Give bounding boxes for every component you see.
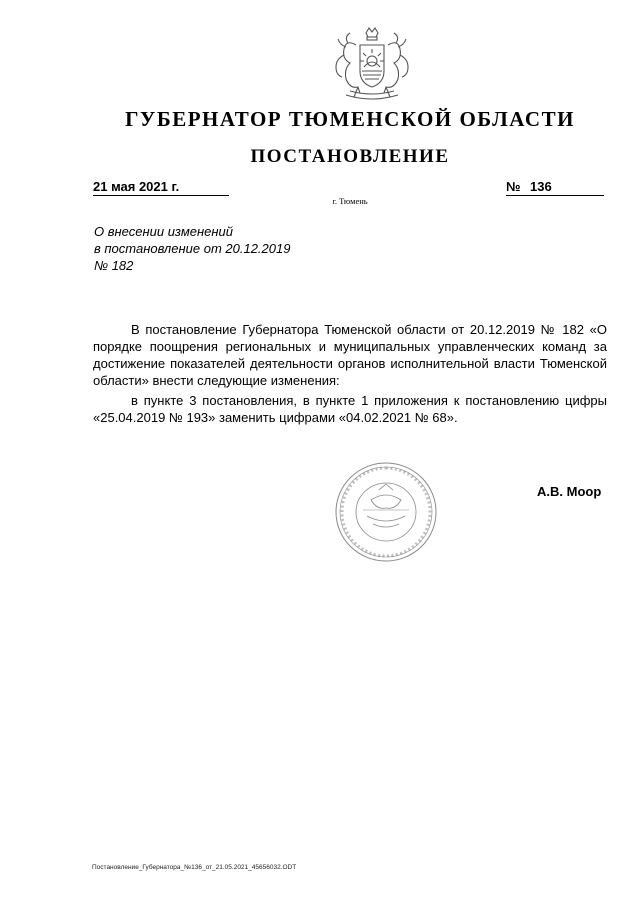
document-type: ПОСТАНОВЛЕНИЕ [250,146,450,167]
city-label: г. Тюмень [332,196,368,206]
subject-line: в постановление от 20.12.2019 [94,241,291,256]
subject-line: № 182 [94,258,134,273]
file-footer: Постановление_Губернатора_№136_от_21.05.2021_45656032.ODT [92,864,297,871]
coat-of-arms-icon [326,25,418,107]
signatory-name: А.В. Моор [537,484,602,499]
number-field [506,178,604,196]
document-subject [94,223,334,274]
document-date: 21 мая 2021 г. [93,179,180,194]
subject-line: О внесении изменений [94,224,233,239]
document-body [93,321,607,429]
body-paragraph: в пункте 3 постановления, в пункте 1 приложения к постановлению цифры «25.04.2019 № 193» заменить цифрами «04.02.2021 № 68». [93,393,607,425]
body-paragraph: В постановление Губернатора Тюменской области от 20.12.2019 № 182 «О порядке поощрения региональных и муниципальных управленческих команд за достижение показателей деятельности органов исполнительной власти Тюменской области» внести следующие изменения: [93,322,607,388]
authority-title: ГУБЕРНАТОР ТЮМЕНСКОЙ ОБЛАСТИ [125,107,575,131]
date-field [93,178,229,196]
document-number: 136 [530,179,552,194]
number-sign: № [506,179,521,194]
signature-stamp-icon [333,460,439,564]
